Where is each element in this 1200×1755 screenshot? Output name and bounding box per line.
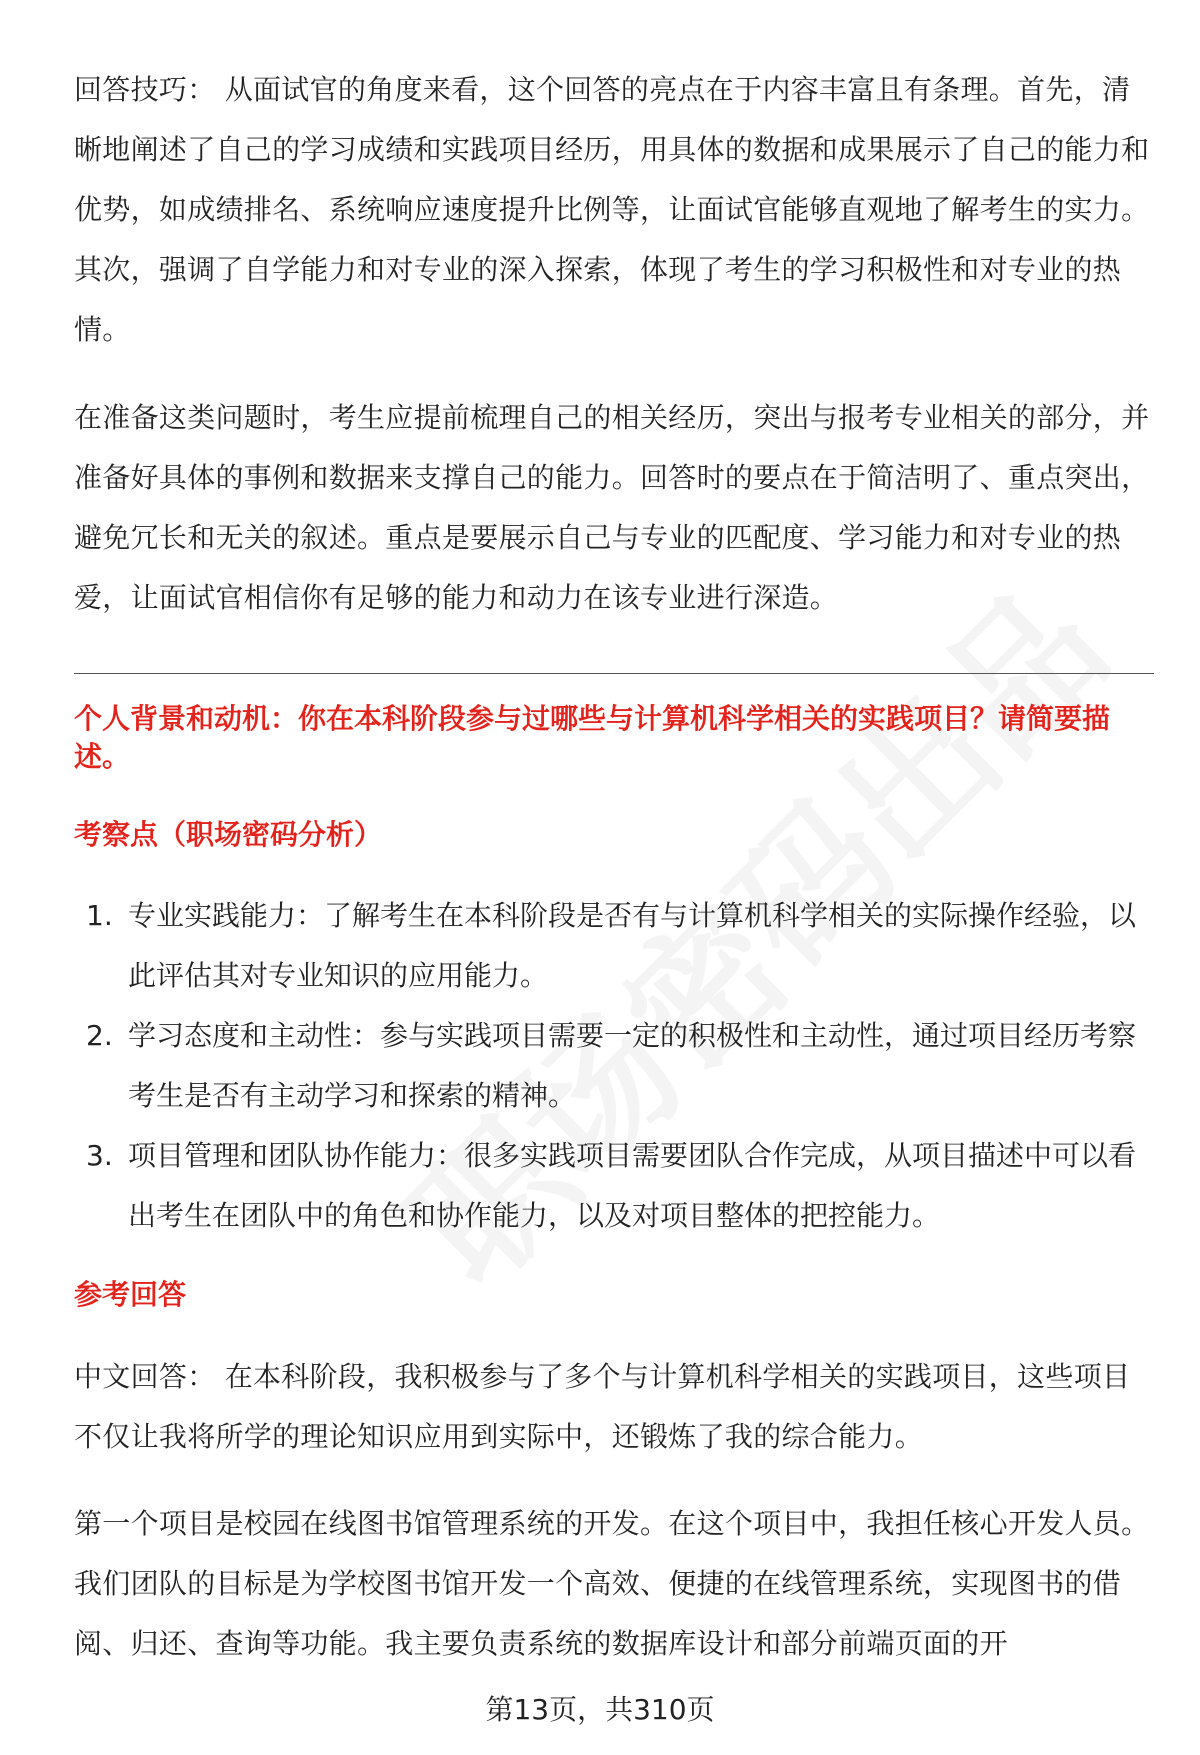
list-number: 1. <box>86 899 113 932</box>
answer-intro-paragraph: 中文回答： 在本科阶段，我积极参与了多个与计算机科学相关的实践项目，这些项目不仅让我将所学的理论知识应用到实际中，还锻炼了我的综合能力。 <box>74 1360 1131 1453</box>
answer-project-paragraph: 第一个项目是校园在线图书馆管理系统的开发。在这个项目中，我担任核心开发人员。我们团队的目标是为学校图书馆开发一个高效、便捷的在线管理系统，实现图书的借阅、归还、查询等功能。我主要负责系统的数据库设计和部分前端页面的开 <box>74 1507 1150 1660</box>
answer-heading: 参考回答 <box>74 1278 187 1311</box>
page-footer: 第13页，共310页 <box>485 1693 715 1726</box>
list-item <box>74 1126 1154 1246</box>
list-item-text: 项目管理和团队协作能力：很多实践项目需要团队合作完成，从项目描述中可以看出考生在团队中的角色和协作能力，以及对项目整体的把控能力。 <box>128 1139 1137 1232</box>
tips-paragraph: 回答技巧： 从面试官的角度来看，这个回答的亮点在于内容丰富且有条理。首先，清晰地阐述了自己的学习成绩和实践项目经历，用具体的数据和成果展示了自己的能力和优势，如成绩排名、系统响应速度提升比例等，让面试官能够直观地了解考生的实力。其次，强调了自学能力和对专业的深入探索，体现了考生的学习积极性和对专业的热情。 <box>74 73 1150 346</box>
section-divider <box>74 673 1154 674</box>
points-list <box>74 886 1154 1246</box>
list-number: 2. <box>86 1019 113 1052</box>
list-item-text: 专业实践能力：了解考生在本科阶段是否有与计算机科学相关的实际操作经验，以此评估其对专业知识的应用能力。 <box>128 899 1137 992</box>
list-item-text: 学习态度和主动性：参与实践项目需要一定的积极性和主动性，通过项目经历考察考生是否有主动学习和探索的精神。 <box>128 1019 1137 1112</box>
question-heading: 个人背景和动机：你在本科阶段参与过哪些与计算机科学相关的实践项目？请简要描述。 <box>74 702 1111 773</box>
list-number: 3. <box>86 1139 113 1172</box>
points-heading: 考察点（职场密码分析） <box>74 818 383 851</box>
list-item <box>74 1006 1154 1126</box>
list-item <box>74 886 1154 1006</box>
prepare-paragraph: 在准备这类问题时，考生应提前梳理自己的相关经历，突出与报考专业相关的部分，并准备好具体的事例和数据来支撑自己的能力。回答时的要点在于简洁明了、重点突出，避免冗长和无关的叙述。重点是要展示自己与专业的匹配度、学习能力和对专业的热爱，让面试官相信你有足够的能力和动力在该专业进行深造。 <box>74 401 1150 614</box>
